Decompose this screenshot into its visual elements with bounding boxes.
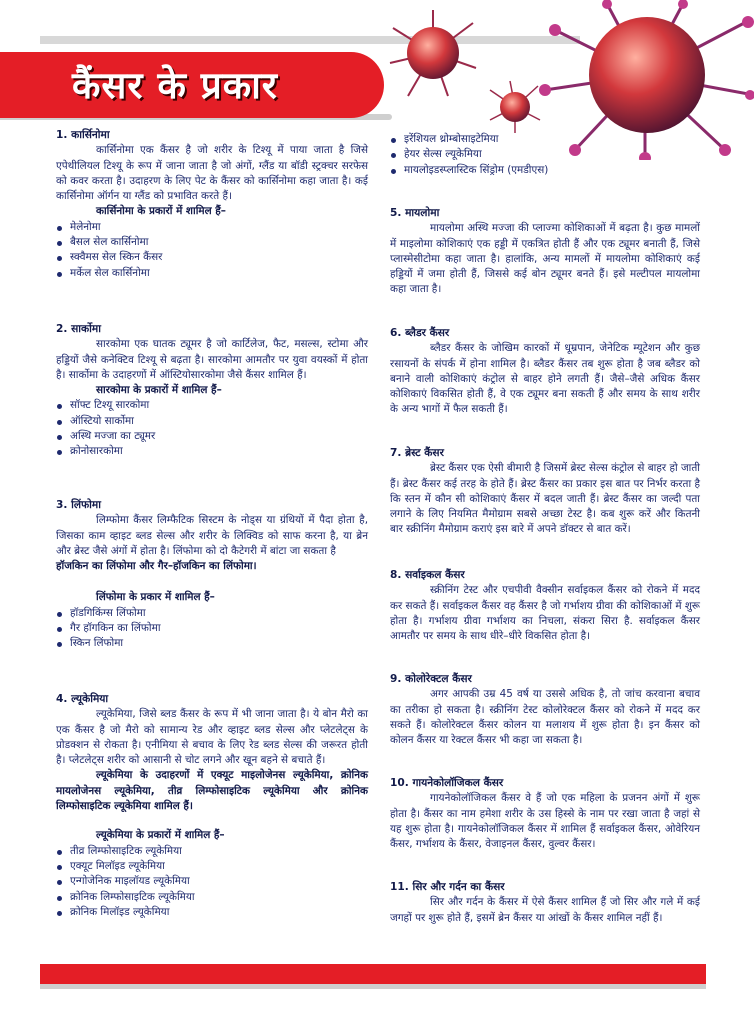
section-heading: 6. ब्लैडर कैंसर xyxy=(390,327,450,339)
types-subheading: ल्यूकेमिया के प्रकारों में शामिल हैं– xyxy=(96,829,225,842)
list-item: मायलोइडस्प्लास्टिक सिंड्रोम (एमडीएस) xyxy=(390,163,700,178)
list-item: हेयर सेल्स ल्यूकेमिया xyxy=(390,147,700,162)
list-item: एक्यूट मिलॉइड ल्यूकेमिया xyxy=(56,859,368,874)
list-item: इरेंशियल थ्रोम्बोसाइटेमिया xyxy=(390,132,700,147)
section-heading: 9. कोलोरेक्टल कैंसर xyxy=(390,673,472,685)
section-colorectal-cancer xyxy=(390,672,700,748)
list-item: तीव्र लिम्फोसाइटिक ल्यूकेमिया xyxy=(56,844,368,859)
leukemia-types-continued xyxy=(390,132,700,178)
section-paragraph: सिर और गर्दन के कैंसर में ऐसे कैंसर शामिल हैं जो सिर और गले में कई जगहों पर शुरू होते हैं, इसमें ब्रेन कैंसर या आंखों के कैंसर शामिल नहीं हैं। xyxy=(390,896,700,924)
list-item: क्रोनिक मिलॉइड ल्यूकेमिया xyxy=(56,905,368,920)
virus-icon xyxy=(488,80,542,134)
section-heading: 7. ब्रेस्ट कैंसर xyxy=(390,447,444,459)
list-item: गैर हॉगकिन का लिंफोमा xyxy=(56,621,368,636)
section-paragraph: गायनेकोलॉजिकल कैंसर वे हैं जो एक महिला के प्रजनन अंगों में शुरू होता है। कैंसर का नाम हमेशा शरीर के उस हिस्से के नाम पर रखा जाता है जहां से यह शुरू होता है। गायनेकोलॉजिकल कैंसर में शामिल हैं सर्वाइकल कैंसर, ओवेरियन कैंसर, गर्भाशय के कैंसर, वेजाइनल कैंसर, वुल्वर कैंसर। xyxy=(390,792,700,851)
list-item: मर्केल सेल कार्सिनोमा xyxy=(56,266,368,281)
section-paragraph: ल्यूकेमिया, जिसे ब्लड कैंसर के रूप में भी जाना जाता है। ये बोन मैरो का एक कैंसर है जो मैरो को सामान्य रेड और व्हाइट ब्लड सेल्स और प्लेटलेट्स के प्रोडक्शन से रोकता है। एनीमिया से बचाव के लिए रेड ब्लड सेल्स की जरूरत होती है। प्लेटलेट्स शरीर को आसानी से चोट लगने और खून बहने से बचाते हैं। xyxy=(56,708,368,767)
section-paragraph: मायलोमा अस्थि मज्जा की प्लाज्मा कोशिकाओं में बढ़ता है। कुछ मामलों में माइलोमा कोशिकाएं एक हड्डी में एकत्रित होती हैं और एक ट्यूमर बनाती हैं, जिसे प्लास्मेसीटोमा कहा जाता है। हालांकि, अन्य मामलों में मायलोमा कोशिकाएं कई हड्डियों में जमा होती हैं, जिससे कई बोन ट्यूमर बनते हैं। इसे मल्टीपल मायलोमा कहा जाता है। xyxy=(390,222,700,296)
top-divider xyxy=(40,36,580,44)
section-paragraph: सारकोमा एक घातक ट्यूमर है जो कार्टिलेज, फैट, मसल्स, स्टोमा और हड्डियों जैसे कनेक्टिव टिश्यू से बढ़ता है। सारकोमा आमतौर पर युवा वयस्कों में होता है। सार्कोमा के उदाहरणों में ऑस्टियोसारकोमा जैसे कैंसर शामिल हैं। xyxy=(56,338,368,381)
section-carcinoma xyxy=(56,128,368,281)
types-list xyxy=(56,398,368,459)
section-myeloma xyxy=(390,206,700,298)
list-item: स्क्वैमस सेल स्किन कैंसर xyxy=(56,250,368,265)
list-item: हॉडगिकिंग्स लिंफोमा xyxy=(56,606,368,621)
footer-bar xyxy=(40,964,706,984)
section-lymphoma xyxy=(56,498,368,652)
section-heading: 8. सर्वाइकल कैंसर xyxy=(390,569,465,581)
page-title: कैंसर के प्रकार xyxy=(72,64,278,107)
types-list xyxy=(56,844,368,920)
types-list xyxy=(56,606,368,652)
section-gynecological-cancer xyxy=(390,776,700,852)
list-item: एन्गोजेनिक माइलॉयड ल्यूकेमिया xyxy=(56,874,368,889)
section-sarcoma xyxy=(56,322,368,460)
section-breast-cancer xyxy=(390,446,700,538)
section-heading: 5. मायलोमा xyxy=(390,207,440,219)
section-bladder-cancer xyxy=(390,326,700,418)
section-heading: 10. गायनेकोलॉजिकल कैंसर xyxy=(390,777,504,789)
section-heading: 4. ल्यूकेमिया xyxy=(56,693,109,705)
section-paragraph: स्क्रीनिंग टेस्ट और एचपीवी वैक्सीन सर्वाइकल कैंसर को रोकने में मदद कर सकते हैं। सर्वाइकल कैंसर वह कैंसर है जो गर्भाशय ग्रीवा की कोशिकाओं में शुरू होता है। गर्भाशय ग्रीवा गर्भाशय का निचला, संकरा सिरा है. सर्वाइकल कैंसर आमतौर पर समय के साथ धीरे–धीरे विकसित होता है। xyxy=(390,584,700,643)
title-banner xyxy=(0,52,392,118)
list-item: स्किन लिंफोमा xyxy=(56,636,368,651)
list-item: बैसल सेल कार्सिनोमा xyxy=(56,235,368,250)
section-paragraph: कार्सिनोमा एक कैंसर है जो शरीर के टिश्यू में पाया जाता है जिसे एपेथीलियल टिश्यू के रूप में जाना जाता है जो अंगों, ग्लैंड या बॉडी स्ट्रक्चर सरफेस को कवर करता है। उदाहरण के लिए पेट के कैंसर को कार्सिनोमा कहा जाता है। कई कार्सिनोमा ऑर्गन या ग्लैंड को प्रभावित करते हैं। xyxy=(56,144,368,203)
types-list xyxy=(56,220,368,281)
virus-icon xyxy=(388,8,478,98)
list-item: क्रोनिक लिम्फोसाइटिक ल्यूकेमिया xyxy=(56,890,368,905)
list-item: अस्थि मज्जा का ट्यूमर xyxy=(56,429,368,444)
section-heading: 3. लिंफोमा xyxy=(56,499,102,511)
section-heading: 1. कार्सिनोमा xyxy=(56,129,110,141)
section-paragraph: ब्रेस्ट कैंसर एक ऐसी बीमारी है जिसमें ब्रेस्ट सेल्स कंट्रोल से बाहर हो जाती हैं। ब्रेस्ट कैंसर कई तरह के होते हैं। ब्रेस्ट कैंसर का प्रकार इस बात पर निर्भर करता है कि स्तन में कौन सी कोशिकाएं कैंसर में बदल जाती हैं। ब्रेस्ट कैंसर का जल्दी पता लगाने के लिए नियमित मैमोग्राम सबसे अच्छा टेस्ट है। कब शुरू करें और कितनी बार स्क्रीनिंग मैमोग्राम कराएं इस बारे में अपने डॉक्टर से बात करें। xyxy=(390,462,700,536)
types-subheading: लिंफोमा के प्रकार में शामिल हैं– xyxy=(96,591,215,604)
list-item: सॉफ्ट टिश्यू सारकोमा xyxy=(56,398,368,413)
section-paragraph: ब्लैडर कैंसर के जोखिम कारकों में धूम्रपान, जेनेटिक म्यूटेशन और कुछ रसायनों के संपर्क में होना शामिल है। ब्लैडर कैंसर तब शुरू होता है जब ब्लैडर को बनाने वाली कोशिकाएं कंट्रोल से बाहर होने लगती हैं। जैसे–जैसे अधिक कैंसर कोशिकाएं विकसित होती हैं, वे एक ट्यूमर बना सकती हैं और समय के साथ शरीर के अन्य भागों में फैल सकती हैं। xyxy=(390,342,700,416)
section-leukemia xyxy=(56,692,368,920)
types-subheading: सारकोमा के प्रकारों में शामिल हैं– xyxy=(96,384,222,397)
types-subheading: कार्सिनोमा के प्रकारों में शामिल हैं– xyxy=(96,205,226,218)
section-paragraph: लिम्फोमा कैंसर लिम्फैटिक सिस्टम के नोड्स या ग्रंथियों में पैदा होता है, जिसका काम व्हाइट ब्लड सेल्स और शरीर के लिक्विड को साफ करना है, या ब्रेन और ब्रेस्ट जैसे अंगों में होता है। लिंफोमा को दो कैटेगरी में बांटा जा सकता है xyxy=(56,514,368,557)
footer-shadow xyxy=(40,984,706,989)
section-cervical-cancer xyxy=(390,568,700,644)
bold-line: हॉजकिन का लिंफोमा और गैर–हॉजकिन का लिंफोमा। xyxy=(56,560,257,573)
types-list xyxy=(390,132,700,178)
list-item: ऑस्टियो सार्कोमा xyxy=(56,414,368,429)
section-paragraph: अगर आपकी उम्र 45 वर्ष या उससे अधिक है, तो जांच करवाना बचाव का तरीका हो सकता है। स्क्रीनिंग टेस्ट कोलोरेक्टल कैंसर को रोकने में मदद कर सकते हैं। कोलोरेक्टल कैंसर कोलन या मलाशय में शुरू होता है। इन कैंसर को कोलन कैंसर या रेक्टल कैंसर भी कहा जा सकता है। xyxy=(390,688,700,747)
bold-paragraph: ल्यूकेमिया के उदाहरणों में एक्यूट माइलोजेनस ल्यूकेमिया, क्रोनिक मायलोजेनस ल्यूकेमिया, तीव्र लिम्फोसाइटिक ल्यूकेमिया और क्रोनिक लिम्फोसाइटिक ल्यूकेमिया शामिल हैं। xyxy=(56,769,368,813)
section-heading: 11. सिर और गर्दन का कैंसर xyxy=(390,881,505,893)
list-item: क्रोनोसारकोमा xyxy=(56,444,368,459)
section-head-neck-cancer xyxy=(390,880,700,926)
list-item: मेलेनोमा xyxy=(56,220,368,235)
section-heading: 2. सार्कोमा xyxy=(56,323,101,335)
